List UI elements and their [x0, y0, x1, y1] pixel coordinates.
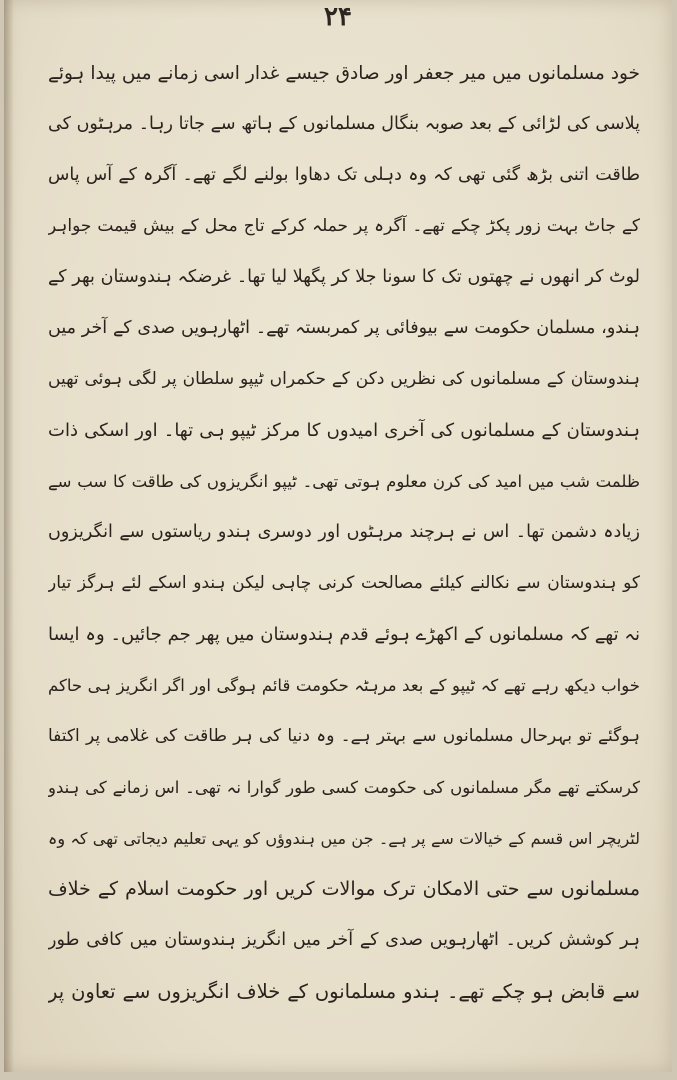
- text-line: ہندو، مسلمان حکومت سے بیوفائی پر کمربستہ تھے۔ اٹھارہویں صدی کے آخر میں: [48, 318, 640, 338]
- text-line: کو ہندوستان سے نکالنے کیلئے مصالحت کرنی چاہی لیکن ہندو اسکے لئے ہرگز تیار: [48, 573, 640, 593]
- text-line: ہندوستان کے مسلمانوں کی نظریں دکن کے حکمراں ٹیپو سلطان پر لگی ہوئی تھیں: [48, 369, 640, 389]
- text-line: ظلمت شب میں امید کی کرن معلوم ہوتی تھی۔ ٹیپو انگریزوں کی طاقت کا سب سے: [48, 472, 640, 491]
- body-text: [48, 48, 640, 1017]
- text-line: طاقت اتنی بڑھ گئی تھی کہ وہ دہلی تک دھاوا بولنے لگے تھے۔ آگرہ کے آس پاس: [48, 165, 640, 185]
- text-line: خود مسلمانوں میں میر جعفر اور صادق جیسے غدار اسی زمانے میں پیدا ہوئے: [48, 63, 640, 84]
- page-binding-shadow: [4, 0, 14, 1072]
- text-line: کے جاٹ بہت زور پکڑ چکے تھے۔ آگرہ پر حملہ کرکے تاج محل کے بیش قیمت جواہر: [48, 216, 640, 236]
- text-line: ہوگئے تو بہرحال مسلمانوں سے بہتر ہے۔ وہ دنیا کی ہر طاقت کی غلامی پر اکتفا: [48, 726, 640, 746]
- text-line: ہندوستان کے مسلمانوں کی آخری امیدوں کا مرکز ٹیپو ہی تھا۔ اور اسکی ذات: [48, 420, 640, 441]
- text-line: پلاسی کی لڑائی کے بعد صوبہ بنگال مسلمانوں کے ہاتھ سے جاتا رہا۔ مرہٹوں کی: [48, 114, 640, 134]
- text-line: خواب دیکھ رہے تھے کہ ٹیپو کے بعد مرہٹہ حکومت قائم ہوگی اور اگر انگریز ہی حاکم: [48, 676, 640, 695]
- page-number: ۲۴: [324, 2, 352, 32]
- book-page: [4, 0, 672, 1072]
- text-line: مسلمانوں سے حتی الامکان ترک موالات کریں اور حکومت اسلام کے خلاف: [48, 878, 640, 900]
- text-line: لٹریچر اس قسم کے خیالات سے پر ہے۔ جن میں ہندوؤں کو یہی تعلیم دیجاتی تھی کہ وہ: [48, 829, 640, 848]
- text-line: لوٹ کر انھوں نے چھتوں تک کا سونا جلا کر پگھلا لیا تھا۔ غرضکہ ہندوستان بھر کے: [48, 267, 640, 287]
- text-line: نہ تھے کہ مسلمانوں کے اکھڑے ہوئے قدم ہندوستان میں پھر جم جائیں۔ وہ ایسا: [48, 624, 640, 645]
- text-line: ہر کوشش کریں۔ اٹھارہویں صدی کے آخر میں انگریز ہندوستان میں کافی طور: [48, 930, 640, 950]
- text-line: سے قابض ہو چکے تھے۔ ہندو مسلمانوں کے خلاف انگریزوں سے تعاون پر: [48, 980, 640, 1003]
- text-line: زیادہ دشمن تھا۔ اس نے ہرچند مرہٹوں اور دوسری ہندو ریاستوں سے انگریزوں: [48, 522, 640, 542]
- text-line: کرسکتے تھے مگر مسلمانوں کی حکومت کسی طور گوارا نہ تھی۔ اس زمانے کی ہندو: [48, 778, 640, 797]
